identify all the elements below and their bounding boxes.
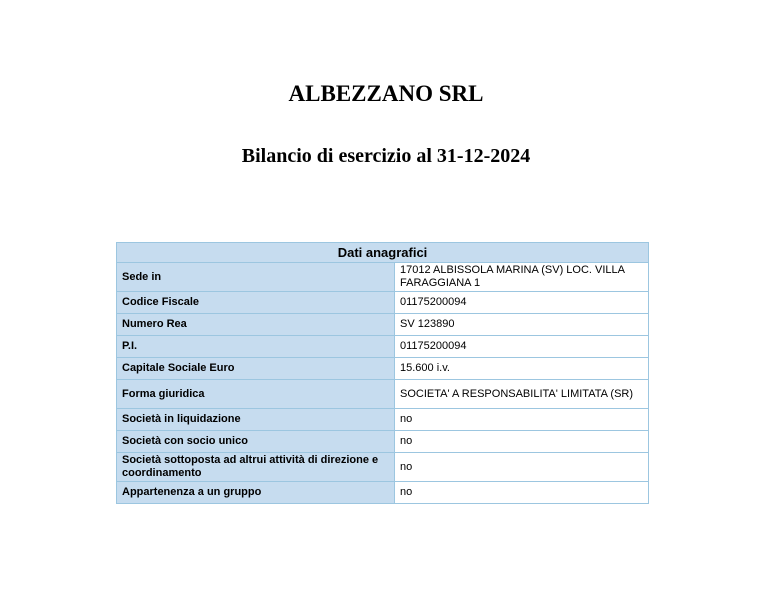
document-subtitle: Bilancio di esercizio al 31-12-2024 xyxy=(241,145,531,167)
row-label-sede: Sede in xyxy=(117,263,395,292)
row-label-capitale-sociale: Capitale Sociale Euro xyxy=(117,358,395,380)
row-label-direzione-coordinamento: Società sottoposta ad altrui attività di direzione e coordinamento xyxy=(117,453,395,482)
row-value-forma-giuridica: SOCIETA' A RESPONSABILITA' LIMITATA (SR) xyxy=(395,380,649,409)
table-row xyxy=(117,292,649,314)
row-value-partita-iva: 01175200094 xyxy=(395,336,649,358)
row-label-socio-unico: Società con socio unico xyxy=(117,431,395,453)
row-value-numero-rea: SV 123890 xyxy=(395,314,649,336)
table-row xyxy=(117,263,649,292)
row-value-direzione-coordinamento: no xyxy=(395,453,649,482)
row-value-sede: 17012 ALBISSOLA MARINA (SV) LOC. VILLA FARAGGIANA 1 xyxy=(395,263,649,292)
dati-anagrafici-table xyxy=(116,242,649,504)
row-label-partita-iva: P.I. xyxy=(117,336,395,358)
table-row xyxy=(117,482,649,504)
table-row xyxy=(117,453,649,482)
row-value-gruppo: no xyxy=(395,482,649,504)
row-value-liquidazione: no xyxy=(395,409,649,431)
row-label-forma-giuridica: Forma giuridica xyxy=(117,380,395,409)
table-row xyxy=(117,314,649,336)
row-label-liquidazione: Società in liquidazione xyxy=(117,409,395,431)
table-row xyxy=(117,358,649,380)
row-label-gruppo: Appartenenza a un gruppo xyxy=(117,482,395,504)
table-row xyxy=(117,336,649,358)
row-value-codice-fiscale: 01175200094 xyxy=(395,292,649,314)
table-row xyxy=(117,380,649,409)
row-label-codice-fiscale: Codice Fiscale xyxy=(117,292,395,314)
table-row xyxy=(117,431,649,453)
row-value-capitale-sociale: 15.600 i.v. xyxy=(395,358,649,380)
table-title: Dati anagrafici xyxy=(117,243,649,263)
company-name: ALBEZZANO SRL xyxy=(288,81,484,106)
row-value-socio-unico: no xyxy=(395,431,649,453)
row-label-numero-rea: Numero Rea xyxy=(117,314,395,336)
table-row xyxy=(117,409,649,431)
